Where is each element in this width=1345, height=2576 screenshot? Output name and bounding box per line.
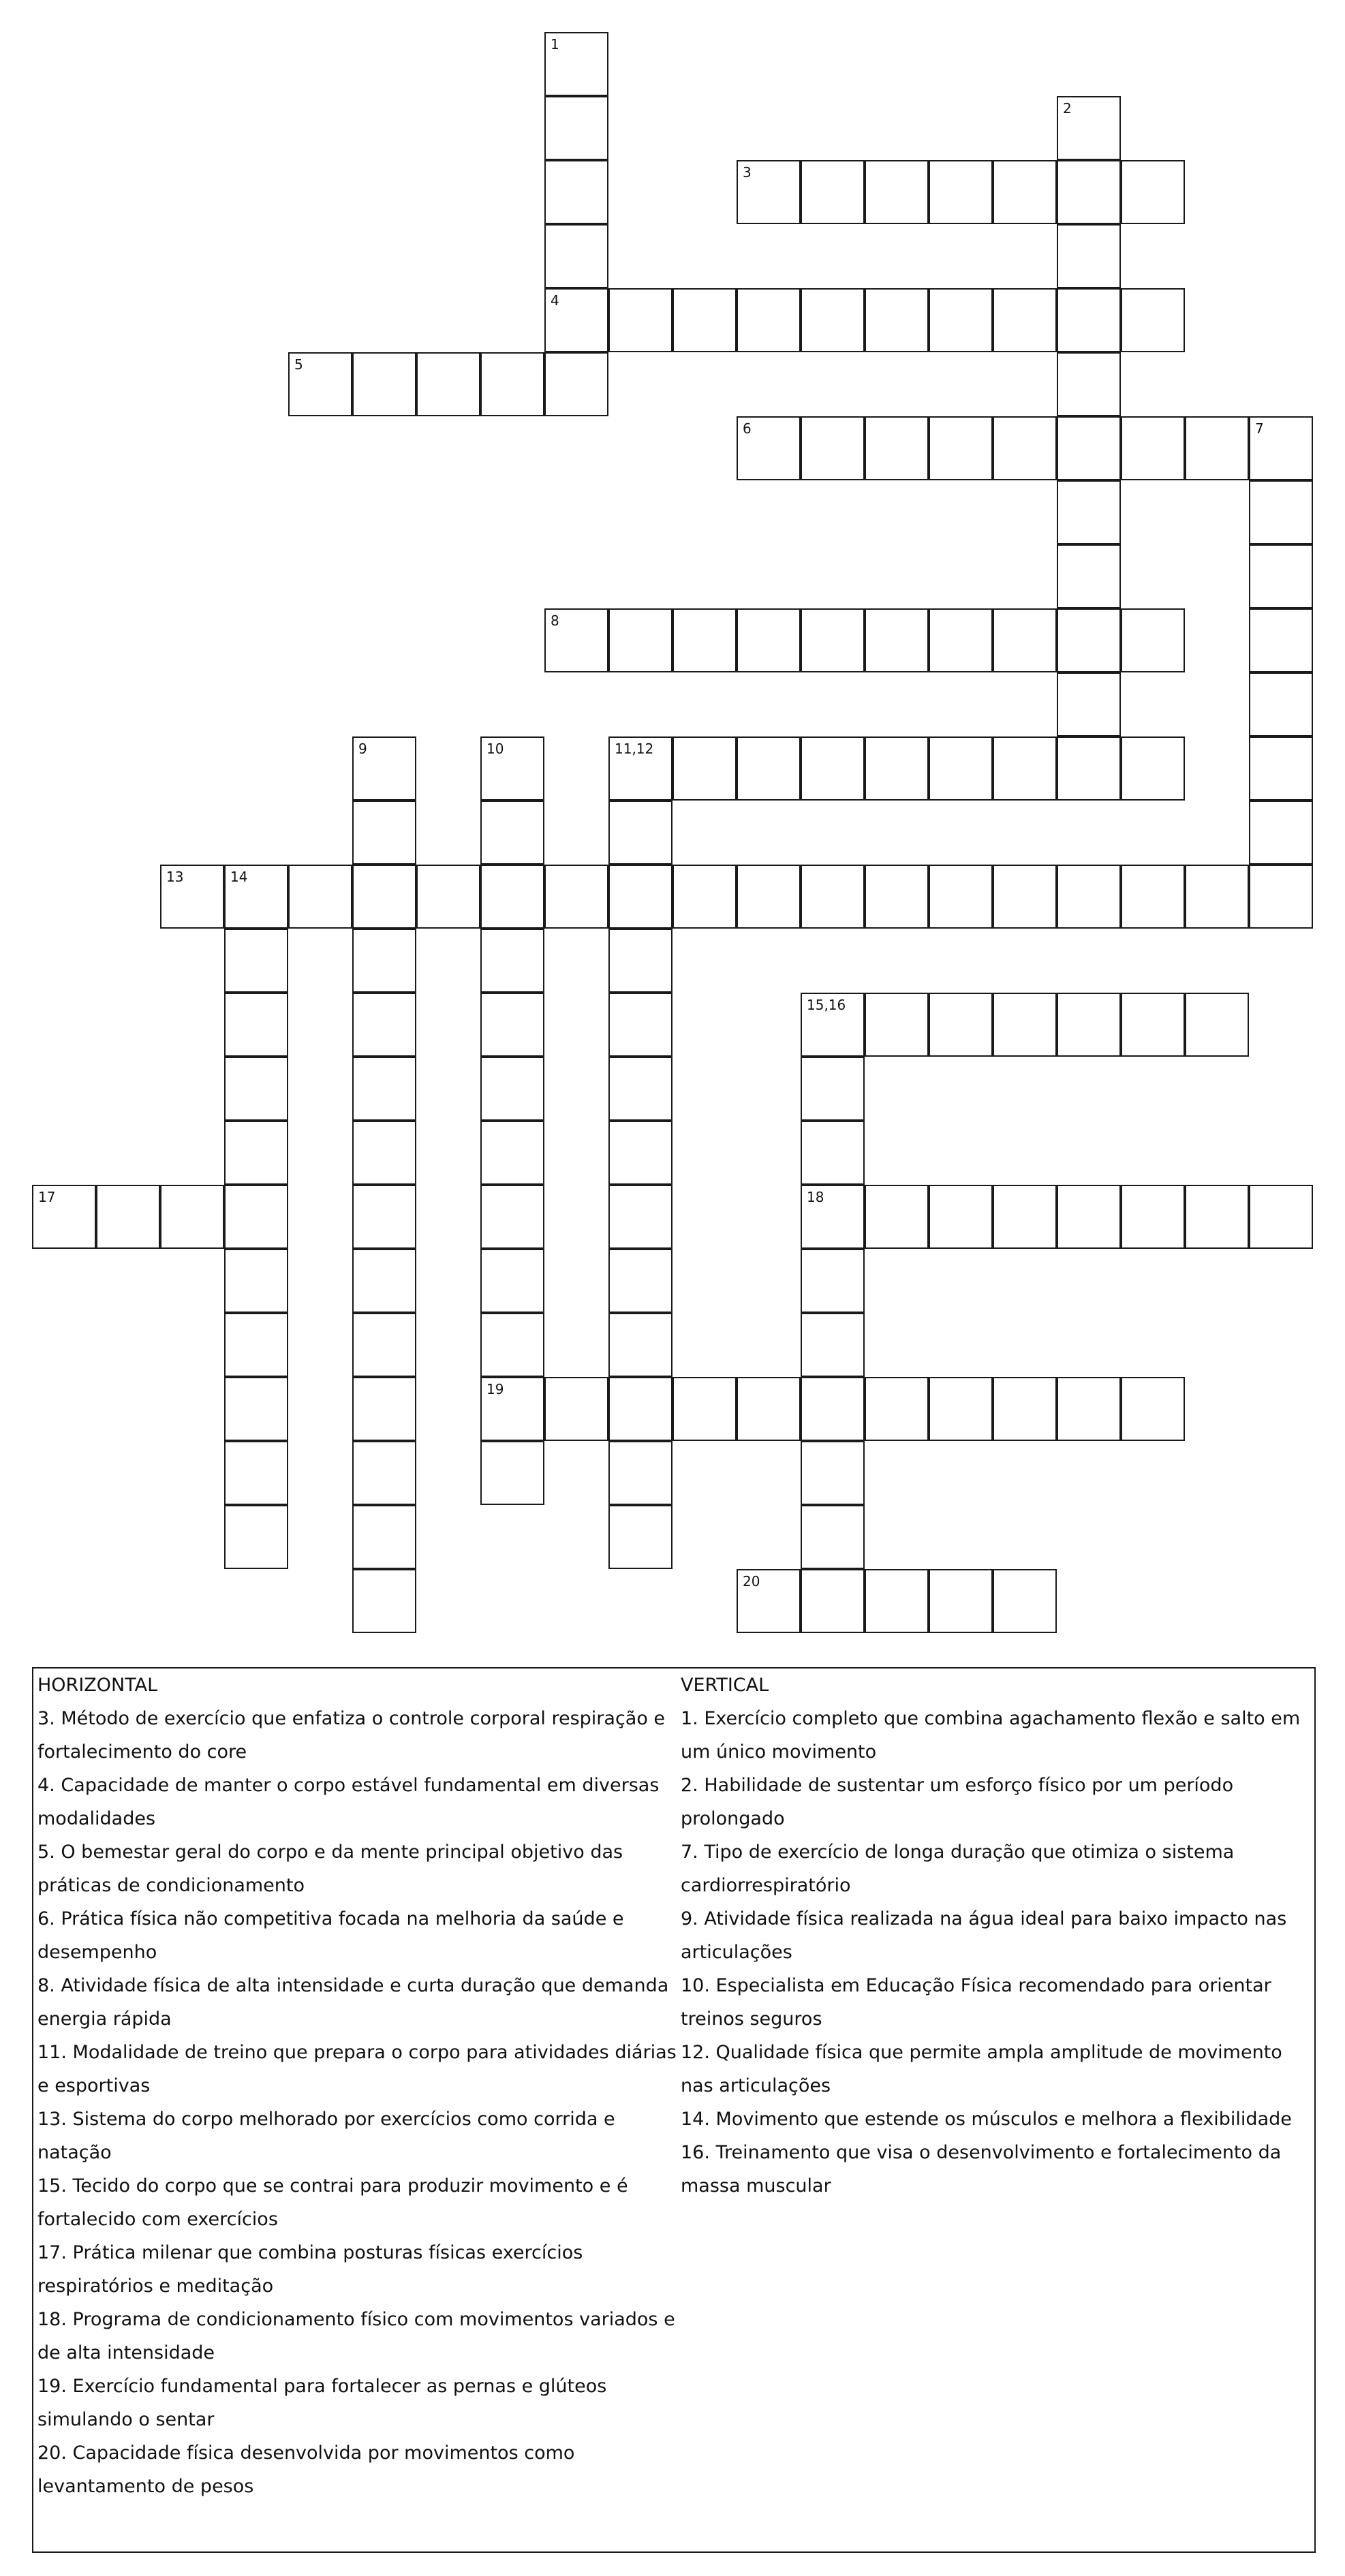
crossword-cell[interactable] [865,160,929,224]
crossword-cell[interactable] [993,993,1057,1057]
crossword-cell[interactable] [993,1185,1057,1249]
crossword-cell[interactable] [608,929,672,993]
crossword-cell[interactable] [480,865,544,929]
crossword-cell[interactable] [1057,1377,1121,1441]
crossword-cell[interactable] [224,1249,288,1313]
clue-number-label: 9 [358,741,367,757]
horizontal-clues-column [37,1669,681,2503]
crossword-cell[interactable] [1185,865,1249,929]
crossword-cell[interactable] [993,608,1057,672]
crossword-cell[interactable] [1057,416,1121,480]
crossword-cell[interactable] [480,1057,544,1121]
crossword-cell[interactable] [801,1313,865,1377]
crossword-cell[interactable] [737,865,801,929]
crossword-cell[interactable] [480,1441,544,1505]
clue-h-6: 6. Prática física não competitiva focada na melhoria da saúde e desempenho [37,1908,624,1963]
crossword-cell[interactable] [865,288,929,352]
crossword-cell[interactable] [352,1505,416,1569]
clue-number-label: 5 [294,356,303,373]
crossword-cell[interactable] [1249,1185,1313,1249]
crossword-cell[interactable] [865,1569,929,1633]
clue-h-13: 13. Sistema do corpo melhorado por exercícios como corrida e natação [37,2109,615,2163]
crossword-cell[interactable] [224,1121,288,1185]
crossword-cell[interactable] [480,993,544,1057]
clue-number-label: 1 [551,36,559,52]
crossword-cell[interactable] [1057,352,1121,416]
crossword-cell[interactable] [544,608,608,672]
clue-v-10: 10. Especialista em Educação Física recomendado para orientar treinos seguros [681,1975,1271,2030]
crossword-cell[interactable] [929,160,993,224]
clue-h-19: 19. Exercício fundamental para fortalecer as pernas e glúteos simulando o sentar [37,2376,607,2430]
clue-v-7: 7. Tipo de exercício de longa duração que otimiza o sistema cardiorrespiratório [681,1842,1235,1896]
crossword-cell[interactable] [801,1505,865,1569]
crossword-cell[interactable] [1185,993,1249,1057]
crossword-cell[interactable] [1121,993,1185,1057]
crossword-cell[interactable] [224,993,288,1057]
crossword-cell[interactable] [224,1377,288,1441]
clue-h-11: 11. Modalidade de treino que prepara o corpo para atividades diárias e esportivas [37,2042,677,2096]
clue-number-label: 8 [551,612,559,629]
crossword-cell[interactable] [1057,96,1121,160]
crossword-cell[interactable] [544,32,608,96]
crossword-cell[interactable] [352,929,416,993]
crossword-cell[interactable] [480,352,544,416]
clue-h-15: 15. Tecido do corpo que se contrai para produzir movimento e é fortalecido com exercícios [37,2175,628,2230]
crossword-cell[interactable] [1249,480,1313,544]
crossword-cell[interactable] [737,416,801,480]
crossword-cell[interactable] [352,1057,416,1121]
crossword-cell[interactable] [352,1313,416,1377]
vertical-clues-column [681,1669,1313,2203]
crossword-cell[interactable] [1057,993,1121,1057]
crossword-cell[interactable] [1121,1185,1185,1249]
crossword-cell[interactable] [993,1569,1057,1633]
crossword-cell[interactable] [801,865,865,929]
crossword-cell[interactable] [544,288,608,352]
crossword-cell[interactable] [96,1185,160,1249]
crossword-cell[interactable] [801,608,865,672]
clue-v-12: 12. Qualidade física que permite ampla amplitude de movimento nas articulações [681,2042,1282,2096]
crossword-cell[interactable] [1057,544,1121,608]
crossword-cell[interactable] [993,160,1057,224]
crossword-cell[interactable] [865,736,929,801]
crossword-cell[interactable] [1057,736,1121,801]
clues-box [32,1667,1316,2553]
crossword-cell[interactable] [352,993,416,1057]
clue-number-label: 10 [486,741,504,757]
crossword-cell[interactable] [737,608,801,672]
clue-h-3: 3. Método de exercício que enfatiza o controle corporal respiração e fortalecimento do core [37,1708,666,1763]
crossword-cell[interactable] [993,416,1057,480]
crossword-cell[interactable] [544,1377,608,1441]
crossword-cell[interactable] [993,1377,1057,1441]
clue-v-2: 2. Habilidade de sustentar um esforço físico por um período prolongado [681,1775,1234,1829]
crossword-cell[interactable] [1185,416,1249,480]
crossword-cell[interactable] [929,865,993,929]
clue-v-9: 9. Atividade física realizada na água ideal para baixo impacto nas articulações [681,1908,1287,1963]
crossword-cell[interactable] [1249,672,1313,736]
crossword-cell[interactable] [480,1249,544,1313]
crossword-cell[interactable] [737,1377,801,1441]
crossword-cell[interactable] [672,736,737,801]
crossword-cell[interactable] [929,993,993,1057]
crossword-cell[interactable] [801,416,865,480]
crossword-cell[interactable] [993,736,1057,801]
crossword-cell[interactable] [737,288,801,352]
crossword-cell[interactable] [352,801,416,865]
crossword-cell[interactable] [737,160,801,224]
crossword-cell[interactable] [608,1441,672,1505]
crossword-cell[interactable] [608,865,672,929]
crossword-cell[interactable] [801,1249,865,1313]
crossword-cell[interactable] [352,1185,416,1249]
crossword-cell[interactable] [1249,801,1313,865]
crossword-cell[interactable] [608,1377,672,1441]
crossword-cell[interactable] [865,416,929,480]
clue-number-label: 13 [166,869,184,885]
crossword-cell[interactable] [352,352,416,416]
crossword-cell[interactable] [544,160,608,224]
crossword-cell[interactable] [929,608,993,672]
crossword-cell[interactable] [480,1377,544,1441]
crossword-cell[interactable] [1121,736,1185,801]
clue-number-label: 7 [1255,420,1264,437]
clue-v-16: 16. Treinamento que visa o desenvolvimento e fortalecimento da massa muscular [681,2142,1282,2197]
crossword-cell[interactable] [1057,160,1121,224]
clue-number-label: 20 [743,1573,760,1589]
clue-number-label: 11,12 [615,741,654,757]
clue-v-1: 1. Exercício completo que combina agachamento flexão e salto em um único movimento [681,1708,1301,1763]
crossword-cell[interactable] [608,1249,672,1313]
crossword-cell[interactable] [480,1313,544,1377]
crossword-cell[interactable] [801,736,865,801]
crossword-cell[interactable] [480,1185,544,1249]
clue-number-label: 17 [38,1189,56,1205]
crossword-cell[interactable] [737,736,801,801]
crossword-cell[interactable] [993,865,1057,929]
crossword-cell[interactable] [801,160,865,224]
clue-number-label: 14 [230,869,248,885]
crossword-cell[interactable] [737,1569,801,1633]
clue-h-17: 17. Prática milenar que combina posturas físicas exercícios respiratórios e meditação [37,2242,583,2297]
crossword-cell[interactable] [672,1377,737,1441]
crossword-cell[interactable] [32,1185,96,1249]
crossword-cell[interactable] [480,929,544,993]
crossword-cell[interactable] [801,1377,865,1441]
crossword-cell[interactable] [352,1121,416,1185]
crossword-cell[interactable] [544,352,608,416]
crossword-cell[interactable] [929,1185,993,1249]
clue-h-20: 20. Capacidade física desenvolvida por movimentos como levantamento de pesos [37,2442,575,2497]
crossword-cell[interactable] [1249,736,1313,801]
vertical-heading: VERTICAL [681,1675,769,1696]
crossword-cell[interactable] [1057,608,1121,672]
crossword-cell[interactable] [608,1057,672,1121]
crossword-cell[interactable] [801,1185,865,1249]
clue-number-label: 19 [486,1381,504,1397]
crossword-cell[interactable] [608,1121,672,1185]
clue-v-14: 14. Movimento que estende os músculos e melhora a flexibilidade [681,2109,1292,2130]
crossword-cell[interactable] [1121,288,1185,352]
crossword-cell[interactable] [929,736,993,801]
clue-h-4: 4. Capacidade de manter o corpo estável fundamental em diversas modalidades [37,1775,660,1829]
crossword-cell[interactable] [352,865,416,929]
crossword-cell[interactable] [608,1313,672,1377]
crossword-cell[interactable] [608,1505,672,1569]
crossword-cell[interactable] [480,736,544,801]
crossword-cell[interactable] [801,1441,865,1505]
crossword-cell[interactable] [672,288,737,352]
crossword-cell[interactable] [160,1185,224,1249]
clue-number-label: 6 [743,420,752,437]
crossword-cell[interactable] [544,865,608,929]
crossword-cell[interactable] [288,865,352,929]
crossword-cell[interactable] [1057,672,1121,736]
horizontal-heading: HORIZONTAL [37,1675,158,1696]
crossword-cell[interactable] [224,1505,288,1569]
crossword-cell[interactable] [352,1249,416,1313]
crossword-cell[interactable] [160,865,224,929]
crossword-cell[interactable] [1057,288,1121,352]
crossword-cell[interactable] [1249,608,1313,672]
crossword-cell[interactable] [801,1121,865,1185]
crossword-cell[interactable] [1249,416,1313,480]
crossword-cell[interactable] [288,352,352,416]
crossword-cell[interactable] [929,416,993,480]
crossword-cell[interactable] [224,865,288,929]
crossword-cell[interactable] [1249,865,1313,929]
crossword-cell[interactable] [1185,1185,1249,1249]
crossword-cell[interactable] [352,1441,416,1505]
crossword-cell[interactable] [865,608,929,672]
clue-number-label: 15,16 [807,997,846,1013]
crossword-cell[interactable] [544,224,608,288]
crossword-cell[interactable] [224,1313,288,1377]
crossword-cell[interactable] [544,96,608,160]
crossword-cell[interactable] [672,865,737,929]
clue-number-label: 3 [743,164,752,181]
clue-h-18: 18. Programa de condicionamento físico com movimentos variados e de alta intensidade [37,2309,675,2363]
crossword-cell[interactable] [416,865,480,929]
crossword-cell[interactable] [1249,544,1313,608]
crossword-cell[interactable] [608,993,672,1057]
crossword-cell[interactable] [1121,416,1185,480]
crossword-cell[interactable] [608,608,672,672]
crossword-cell[interactable] [608,801,672,865]
crossword-cell[interactable] [224,1441,288,1505]
crossword-cell[interactable] [672,608,737,672]
crossword-cell[interactable] [929,1377,993,1441]
clue-number-label: 4 [551,292,559,309]
crossword-cell[interactable] [801,1057,865,1121]
crossword-cell[interactable] [801,993,865,1057]
clue-number-label: 18 [807,1189,824,1205]
crossword-cell[interactable] [929,288,993,352]
crossword-cell[interactable] [1057,224,1121,288]
crossword-cell[interactable] [608,1185,672,1249]
crossword-cell[interactable] [865,993,929,1057]
clue-h-8: 8. Atividade física de alta intensidade e curta duração que demanda energia rápida [37,1975,669,2030]
crossword-cell[interactable] [1121,160,1185,224]
crossword-cell[interactable] [865,1185,929,1249]
crossword-cell[interactable] [1057,865,1121,929]
crossword-cell[interactable] [993,288,1057,352]
crossword-cell[interactable] [352,1569,416,1633]
crossword-cell[interactable] [865,865,929,929]
crossword-cell[interactable] [416,352,480,416]
crossword-cell[interactable] [865,1377,929,1441]
crossword-cell[interactable] [608,736,672,801]
crossword-cell[interactable] [1121,865,1185,929]
crossword-cell[interactable] [1057,480,1121,544]
crossword-cell[interactable] [1121,608,1185,672]
crossword-cell[interactable] [929,1569,993,1633]
clue-h-5: 5. O bemestar geral do corpo e da mente principal objetivo das práticas de condicionamento [37,1842,623,1896]
crossword-cell[interactable] [224,1185,288,1249]
crossword-cell[interactable] [1057,1185,1121,1249]
crossword-cell[interactable] [480,1121,544,1185]
crossword-cell[interactable] [224,1057,288,1121]
crossword-cell[interactable] [352,1377,416,1441]
crossword-cell[interactable] [352,736,416,801]
crossword-cell[interactable] [480,801,544,865]
crossword-cell[interactable] [1121,1377,1185,1441]
crossword-cell[interactable] [224,929,288,993]
crossword-cell[interactable] [608,288,672,352]
clue-number-label: 2 [1063,100,1072,117]
crossword-cell[interactable] [801,288,865,352]
crossword-cell[interactable] [801,1569,865,1633]
